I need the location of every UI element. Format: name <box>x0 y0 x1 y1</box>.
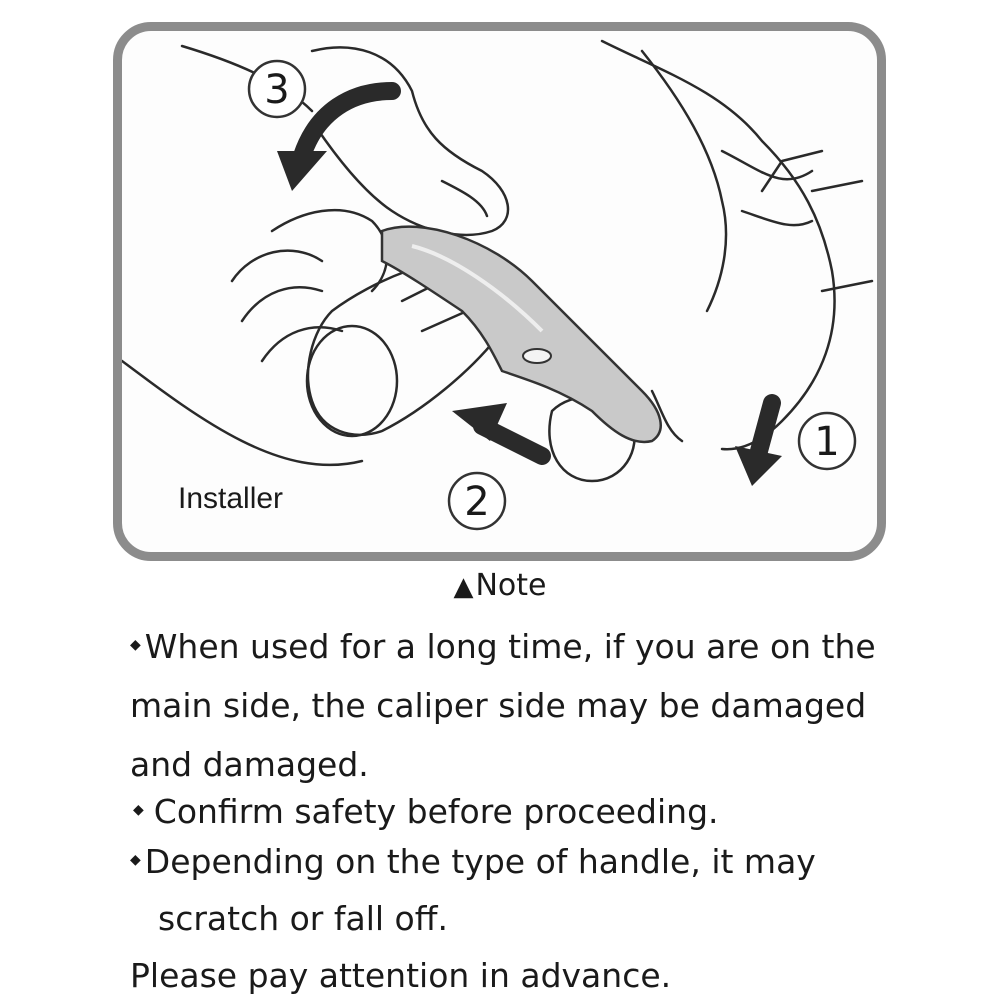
thumb-outline <box>312 47 508 235</box>
arrow-step-1 <box>759 403 772 451</box>
note-heading-text: Note <box>475 568 547 603</box>
note-closing: Please pay attention in advance. <box>130 956 672 995</box>
note-item-1-line-1: ◆ When used for a long time, if you are on the <box>130 627 876 669</box>
arrow-step-3 <box>302 91 392 156</box>
installer-caption: Installer <box>178 482 284 515</box>
note-item-3-line-2: scratch or fall off. <box>158 899 448 938</box>
step-badge-3 <box>249 61 305 117</box>
step-badge-2 <box>449 473 505 529</box>
note-item-3-line-1: ◆ Depending on the type of handle, it may <box>130 842 816 884</box>
note-item-1-line-3: and damaged. <box>130 745 369 784</box>
note-item-1-line-2: main side, the caliper side may be damaged <box>130 686 867 725</box>
bullet-diamond-icon: ◆ <box>130 851 141 868</box>
note-heading <box>0 566 1000 607</box>
svg-text:2: 2 <box>464 479 490 525</box>
note-item-2-line-1: ◆ Confirm safety before proceeding. <box>133 792 719 834</box>
illustration-frame <box>113 22 886 561</box>
svg-text:1: 1 <box>814 419 840 465</box>
step-badge-1 <box>799 413 855 469</box>
installer-tool <box>382 227 661 442</box>
bullet-diamond-icon: ◆ <box>130 636 141 653</box>
installation-illustration <box>122 31 877 552</box>
bullet-diamond-icon: ◆ <box>133 801 144 818</box>
warning-triangle-icon: ▲ <box>453 572 474 602</box>
svg-text:3: 3 <box>264 67 290 113</box>
left-hand-outline <box>122 361 362 465</box>
